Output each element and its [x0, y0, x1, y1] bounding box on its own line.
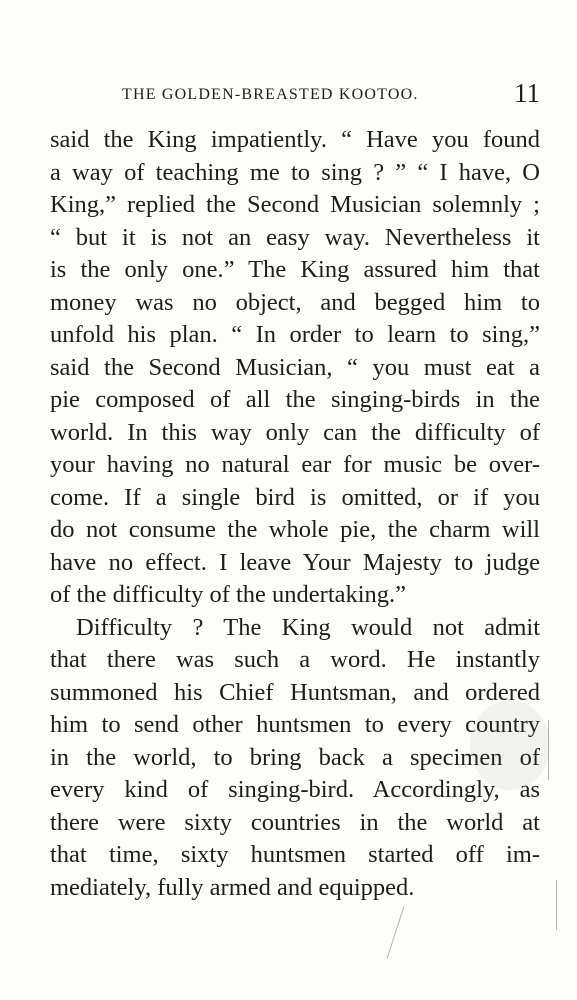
running-head-title: THE GOLDEN-BREASTED KOOTOO.: [122, 86, 419, 103]
text-line: that there was such a word. He instantly: [50, 646, 540, 673]
text-line: come. If a single bird is omitted, or if you: [50, 483, 540, 511]
text-line: there were sixty countries in the world at: [50, 808, 540, 836]
text-line: your having no natural ear for music be over-: [50, 451, 540, 478]
text-line: is the only one.” The King assured him that: [50, 256, 540, 283]
body-text: [50, 124, 540, 904]
text-line: in the world, to bring back a specimen of: [50, 743, 540, 771]
text-line: money was no object, and begged him to: [50, 288, 540, 316]
running-head: [122, 78, 540, 110]
text-line: summoned his Chief Huntsman, and ordered: [50, 678, 540, 706]
text-line: of the difficulty of the undertaking.”: [50, 581, 407, 608]
text-line: that time, sixty huntsmen started off im-: [50, 841, 540, 868]
text-line: Difficulty ? The King would not admit: [76, 613, 540, 641]
scan-mark: [387, 906, 405, 959]
text-line: pie composed of all the singing-birds in the: [50, 386, 540, 413]
text-line: do not consume the whole pie, the charm will: [50, 516, 540, 543]
scan-mark: [548, 720, 549, 780]
text-line: said the King impatiently. “ Have you found: [50, 126, 540, 153]
text-line: him to send other huntsmen to every country: [50, 711, 540, 738]
text-line: a way of teaching me to sing ? ” “ I have, O: [50, 158, 540, 186]
text-line: said the Second Musician, “ you must eat a: [50, 353, 540, 381]
page-number: 11: [514, 78, 540, 108]
text-line: King,” replied the Second Musician solemnly ;: [50, 191, 540, 218]
scan-smudge: [470, 700, 550, 790]
scan-mark: [556, 880, 557, 930]
text-line: mediately, fully armed and equipped.: [50, 873, 415, 901]
text-line: unfold his plan. “ In order to learn to sing,”: [50, 321, 540, 348]
paragraph-2: [50, 612, 540, 905]
text-line: have no effect. I leave Your Majesty to judge: [50, 548, 540, 576]
text-line: world. In this way only can the difficulty of: [50, 418, 540, 446]
paragraph-1: [50, 124, 540, 612]
text-line: every kind of singing-bird. Accordingly, as: [50, 776, 540, 803]
text-line: “ but it is not an easy way. Nevertheless it: [50, 223, 540, 251]
